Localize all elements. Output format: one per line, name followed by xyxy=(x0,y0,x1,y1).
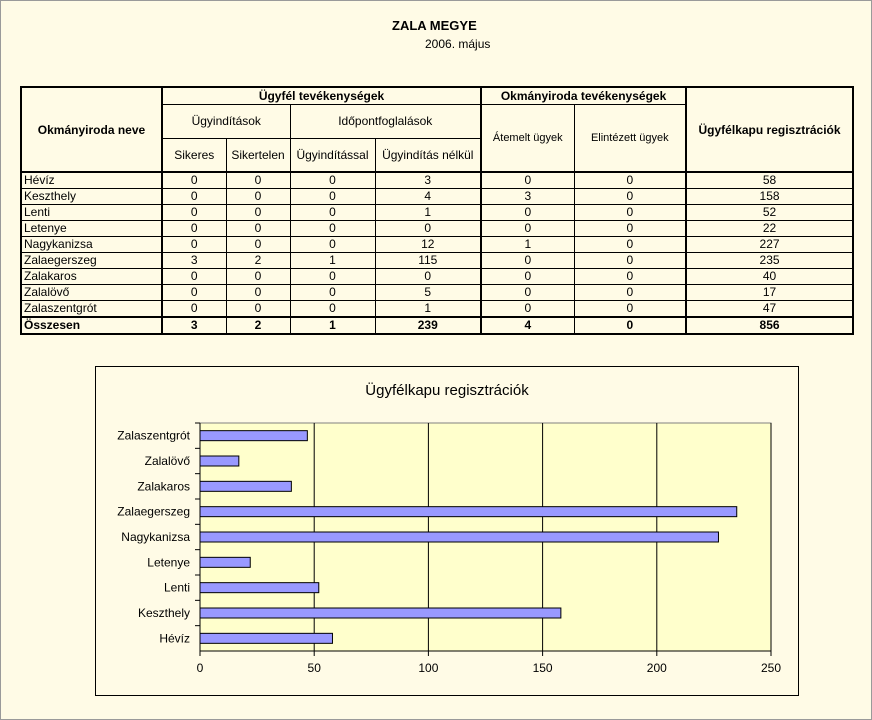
done-cell: 0 xyxy=(574,253,686,269)
fail-cell: 0 xyxy=(226,285,290,301)
transferred-cell: 0 xyxy=(481,172,574,189)
chart-svg xyxy=(96,367,798,695)
fail-cell: 0 xyxy=(226,205,290,221)
portal-cell: 17 xyxy=(686,285,853,301)
portal-cell: 227 xyxy=(686,237,853,253)
bar xyxy=(200,532,718,542)
header-without-initiation: Ügyindítás nélkül xyxy=(375,138,481,172)
with-initiation-cell: 0 xyxy=(290,172,375,189)
bar xyxy=(200,481,291,491)
portal-cell: 235 xyxy=(686,253,853,269)
office-name-cell: Zalaegerszeg xyxy=(21,253,162,269)
with-initiation-cell: 0 xyxy=(290,301,375,318)
header-fail: Sikertelen xyxy=(226,138,290,172)
header-client-activities: Ügyfél tevékenységek xyxy=(162,87,481,104)
office-name-cell: Nagykanizsa xyxy=(21,237,162,253)
without-initiation-cell: 239 xyxy=(375,317,481,334)
done-cell: 0 xyxy=(574,269,686,285)
fail-cell: 0 xyxy=(226,301,290,318)
y-tick-label: Zalaszentgrót xyxy=(117,428,190,443)
y-tick-label: Zalaegerszeg xyxy=(117,504,190,519)
portal-cell: 856 xyxy=(686,317,853,334)
success-cell: 0 xyxy=(162,301,226,318)
without-initiation-cell: 1 xyxy=(375,301,481,318)
header-done: Elintézett ügyek xyxy=(574,104,686,172)
header-bookings: Időpontfoglalások xyxy=(290,104,481,138)
transferred-cell: 0 xyxy=(481,269,574,285)
x-tick-label: 100 xyxy=(418,661,439,675)
with-initiation-cell: 1 xyxy=(290,253,375,269)
statistics-table xyxy=(20,86,854,335)
portal-cell: 58 xyxy=(686,172,853,189)
fail-cell: 0 xyxy=(226,221,290,237)
done-cell: 0 xyxy=(574,189,686,205)
fail-cell: 0 xyxy=(226,172,290,189)
success-cell: 3 xyxy=(162,317,226,334)
bar xyxy=(200,608,561,618)
without-initiation-cell: 1 xyxy=(375,205,481,221)
x-tick-label: 0 xyxy=(196,661,204,675)
total-row xyxy=(21,317,853,334)
header-success: Sikeres xyxy=(162,138,226,172)
header-initiations: Ügyindítások xyxy=(162,104,290,138)
bar xyxy=(200,583,319,593)
transferred-cell: 0 xyxy=(481,253,574,269)
y-tick-label: Lenti xyxy=(163,580,190,595)
bar xyxy=(200,507,737,517)
page-subtitle: 2006. május xyxy=(425,37,491,51)
done-cell: 0 xyxy=(574,317,686,334)
office-name-cell: Hévíz xyxy=(21,172,162,189)
with-initiation-cell: 0 xyxy=(290,205,375,221)
success-cell: 0 xyxy=(162,189,226,205)
without-initiation-cell: 12 xyxy=(375,237,481,253)
with-initiation-cell: 0 xyxy=(290,237,375,253)
done-cell: 0 xyxy=(574,205,686,221)
portal-cell: 40 xyxy=(686,269,853,285)
done-cell: 0 xyxy=(574,285,686,301)
header-office-activities: Okmányiroda tevékenységek xyxy=(481,87,686,104)
success-cell: 0 xyxy=(162,172,226,189)
success-cell: 0 xyxy=(162,205,226,221)
bar xyxy=(200,431,307,441)
without-initiation-cell: 0 xyxy=(375,269,481,285)
chart-title: Ügyfélkapu regisztrációk xyxy=(365,382,529,399)
without-initiation-cell: 0 xyxy=(375,221,481,237)
transferred-cell: 0 xyxy=(481,285,574,301)
table-row xyxy=(21,205,853,221)
done-cell: 0 xyxy=(574,221,686,237)
success-cell: 0 xyxy=(162,269,226,285)
x-tick-label: 200 xyxy=(646,661,667,675)
header-with-initiation: Ügyindítással xyxy=(290,138,375,172)
header-portal-registrations: Ügyfélkapu regisztrációk xyxy=(686,87,853,172)
fail-cell: 0 xyxy=(226,237,290,253)
transferred-cell: 4 xyxy=(481,317,574,334)
office-name-cell: Zalalövő xyxy=(21,285,162,301)
portal-cell: 22 xyxy=(686,221,853,237)
y-tick-label: Letenye xyxy=(147,555,190,570)
bar xyxy=(200,557,250,567)
table-row xyxy=(21,285,853,301)
y-tick-label: Nagykanizsa xyxy=(121,530,190,544)
done-cell: 0 xyxy=(574,237,686,253)
table-row xyxy=(21,253,853,269)
y-tick-label: Keszthely xyxy=(137,606,190,620)
done-cell: 0 xyxy=(574,172,686,189)
success-cell: 0 xyxy=(162,221,226,237)
office-name-cell: Zalaszentgrót xyxy=(21,301,162,318)
fail-cell: 2 xyxy=(226,253,290,269)
x-tick-label: 150 xyxy=(532,661,553,675)
x-tick-label: 250 xyxy=(760,661,782,675)
office-name-cell: Összesen xyxy=(21,317,162,334)
y-tick-label: Zalakaros xyxy=(137,479,190,494)
success-cell: 3 xyxy=(162,253,226,269)
office-name-cell: Lenti xyxy=(21,205,162,221)
header-office: Okmányiroda neve xyxy=(21,87,162,172)
table-row xyxy=(21,221,853,237)
x-tick-label: 50 xyxy=(307,661,321,675)
done-cell: 0 xyxy=(574,301,686,318)
header-transferred: Átemelt ügyek xyxy=(481,104,574,172)
with-initiation-cell: 1 xyxy=(290,317,375,334)
table-row xyxy=(21,237,853,253)
with-initiation-cell: 0 xyxy=(290,221,375,237)
y-tick-label: Zalalövő xyxy=(144,454,190,468)
fail-cell: 0 xyxy=(226,189,290,205)
without-initiation-cell: 115 xyxy=(375,253,481,269)
with-initiation-cell: 0 xyxy=(290,189,375,205)
success-cell: 0 xyxy=(162,237,226,253)
transferred-cell: 3 xyxy=(481,189,574,205)
table-row xyxy=(21,172,853,189)
fail-cell: 0 xyxy=(226,269,290,285)
portal-cell: 47 xyxy=(686,301,853,318)
transferred-cell: 0 xyxy=(481,301,574,318)
without-initiation-cell: 4 xyxy=(375,189,481,205)
page-title: ZALA MEGYE xyxy=(392,18,477,33)
office-name-cell: Zalakaros xyxy=(21,269,162,285)
with-initiation-cell: 0 xyxy=(290,269,375,285)
table-row xyxy=(21,301,853,318)
office-name-cell: Letenye xyxy=(21,221,162,237)
bar xyxy=(200,633,332,643)
table-row xyxy=(21,189,853,205)
with-initiation-cell: 0 xyxy=(290,285,375,301)
success-cell: 0 xyxy=(162,285,226,301)
portal-cell: 158 xyxy=(686,189,853,205)
bar xyxy=(200,456,239,466)
y-tick-label: Hévíz xyxy=(159,631,190,646)
transferred-cell: 1 xyxy=(481,237,574,253)
transferred-cell: 0 xyxy=(481,221,574,237)
without-initiation-cell: 3 xyxy=(375,172,481,189)
fail-cell: 2 xyxy=(226,317,290,334)
portal-cell: 52 xyxy=(686,205,853,221)
registrations-chart xyxy=(95,366,799,696)
office-name-cell: Keszthely xyxy=(21,189,162,205)
table-row xyxy=(21,269,853,285)
without-initiation-cell: 5 xyxy=(375,285,481,301)
transferred-cell: 0 xyxy=(481,205,574,221)
